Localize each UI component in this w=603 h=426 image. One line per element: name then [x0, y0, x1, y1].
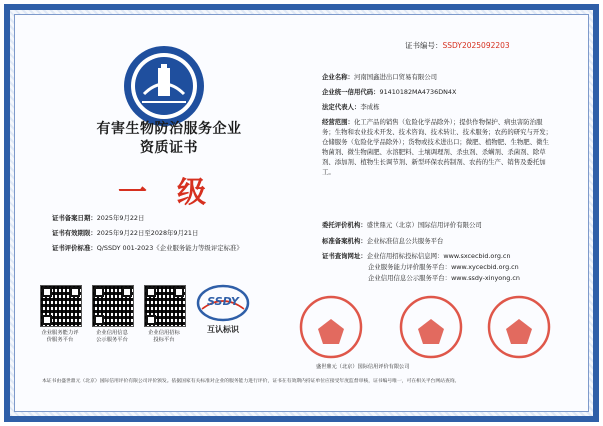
- credit-code-field: [322, 87, 554, 98]
- query-url-1[interactable]: 企业信用招标投标信息网：www.sxcecbid.org.cn: [366, 252, 511, 260]
- credit-code-label: 企业统一信用代码：: [322, 88, 380, 96]
- qr-block-1: [40, 285, 86, 344]
- filing-date-field: [52, 213, 144, 222]
- query-url-2[interactable]: 企业服务能力评价服务平台：www.xycecbid.org.cn: [368, 263, 519, 271]
- certificate-number-label: 证书编号：: [405, 41, 443, 50]
- validity-field: [52, 228, 198, 237]
- company-name-field: [322, 72, 554, 83]
- qr-block-3: [144, 285, 190, 344]
- legal-rep-value: 李成栋: [360, 103, 380, 111]
- qr-block-2: [92, 285, 138, 344]
- credit-code-value: 91410182MA4736DN4X: [379, 88, 457, 96]
- qr-caption-1: [34, 330, 86, 344]
- qr-code-icon[interactable]: [40, 285, 82, 327]
- validity-label: 证书有效期限：: [52, 229, 97, 237]
- evaluator-label: 委托评价机构：: [322, 221, 367, 229]
- platform-value: 企业标准信息公共服务平台: [366, 237, 444, 245]
- validity-value: 2025年9月22日至2028年9月21日: [96, 229, 199, 237]
- filing-date-value: 2025年9月22日: [96, 214, 145, 222]
- standard-field: [52, 243, 243, 252]
- qr-caption-1-line2: 价服务平台: [46, 337, 74, 343]
- seal-stamp-2: [398, 294, 464, 360]
- title-line-1: 有害生物防治服务企业: [96, 121, 242, 137]
- legal-rep-label: 法定代表人：: [322, 103, 361, 111]
- company-name-value: 河南国鑫进出口贸易有限公司: [353, 73, 438, 81]
- certificate-number: [405, 40, 510, 51]
- qr-code-icon[interactable]: [92, 285, 134, 327]
- ssdy-badge-icon: [196, 283, 250, 323]
- evaluator-field: [322, 220, 554, 231]
- qr-caption-3-line2: 投标平台: [153, 337, 175, 343]
- platform-field: [322, 236, 554, 247]
- business-scope-field: [322, 117, 554, 177]
- legal-rep-field: [322, 102, 554, 113]
- query-label: 证书查询网址：: [322, 252, 367, 260]
- standard-label: 证书评价标准：: [52, 244, 97, 252]
- seal-stamp-1: [298, 294, 364, 360]
- seal-stamp-3: [486, 294, 552, 360]
- business-scope-value: 化工产品的销售（危险化学品除外）；提供作物保护、病虫害防治服务；生物和农业技术开发、技术咨询、技术转让、技术服务；农药的研究与开发；仓储服务（危险化学品除外）；货物或技术进出口；微肥、植物肥、生物肥、微生物菌剂、微生物菌肥、水溶肥料、土壤调理剂、杀虫剂、杀螨剂、杀菌剂、除草剂、添加剂、植物生长调节剂、新型环保农药制剂、农药的生产、销售及委托加工。: [322, 118, 553, 176]
- seal-caption: 盛世鼎元（北京）国际信用评价有限公司: [316, 364, 410, 370]
- platform-label: 标准备案机构：: [322, 237, 367, 245]
- qr-caption-3-line1: 企业信用招标: [148, 330, 180, 336]
- qr-caption-3: [138, 330, 190, 344]
- qr-caption-2: [86, 330, 138, 344]
- badge-caption: 互认标识: [207, 325, 239, 334]
- qr-caption-2-line1: 企业信用信息: [96, 330, 128, 336]
- query-field: [322, 251, 554, 262]
- company-name-label: 企业名称：: [322, 73, 354, 81]
- business-scope-label: 经营范围：: [322, 118, 354, 126]
- certificate-number-value: SSDY2025092203: [442, 41, 510, 50]
- qr-caption-2-line2: 公示服务平台: [96, 337, 128, 343]
- footer-note: 本证书由盛世鼎元（北京）国际信用评价有限公司评价颁发。依据国家有关标准对企业的服务能力进行评价，证书在有效期内持证单位应接受年度监督审核，证书编号唯一，可在相关平台网站查询。: [42, 379, 460, 384]
- certificate-title: [64, 120, 274, 158]
- query-url-3[interactable]: 企业信用信息公示服务平台：www.ssdy-xinyong.cn: [368, 274, 520, 282]
- title-line-2: 资质证书: [140, 140, 198, 156]
- evaluator-value: 盛世鼎元（北京）国际信用评价有限公司: [366, 221, 482, 229]
- qr-code-icon[interactable]: [144, 285, 186, 327]
- qr-caption-1-line1: 企业服务能力评: [41, 330, 79, 336]
- emblem-logo: [122, 44, 206, 128]
- filing-date-label: 证书备案日期：: [52, 214, 97, 222]
- grade-level: 一 级: [117, 175, 217, 209]
- badge-logo-text: SSDY: [207, 295, 239, 308]
- standard-value: Q/SSDY 001-2023《企业服务能力等级评定标准》: [96, 244, 243, 252]
